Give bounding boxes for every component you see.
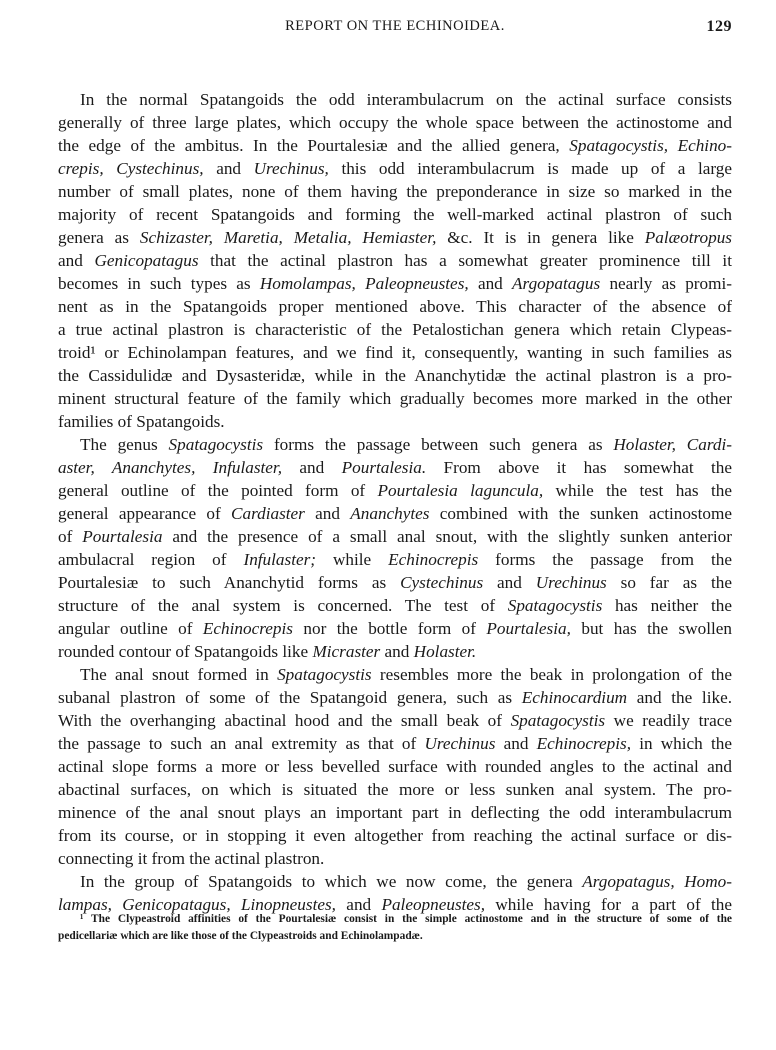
text-line <box>58 755 732 778</box>
text-line <box>58 847 732 870</box>
text-line <box>58 686 732 709</box>
text-segment: and <box>495 734 537 753</box>
text-line <box>58 594 732 617</box>
text-line <box>58 640 732 663</box>
text-segment: general outline of the pointed form of <box>58 481 378 500</box>
text-segment: this odd interambulacrum is made up of a large <box>328 159 732 178</box>
text-segment: the passage to such an anal extremity as that of <box>58 734 425 753</box>
italic-taxon: Ananchytes <box>350 504 430 523</box>
italic-taxon: Homolampas, Paleopneustes, <box>259 274 469 293</box>
text-segment: families of Spatangoids. <box>58 412 225 431</box>
text-segment: With the overhanging abactinal hood and the small beak of <box>58 711 511 730</box>
italic-taxon: Urechinus, <box>253 159 329 178</box>
text-line <box>58 295 732 318</box>
text-line <box>58 111 732 134</box>
text-segment: so far as the <box>606 573 732 592</box>
text-segment: the Cassidulidæ and Dysasteridæ, while in the Ananchytidæ the actinal plastron is a pro- <box>58 366 732 385</box>
italic-taxon: Holaster. <box>413 642 477 661</box>
italic-taxon: crepis, Cystechinus, <box>58 159 204 178</box>
text-segment: and <box>304 504 351 523</box>
text-line <box>58 318 732 341</box>
text-line <box>58 134 732 157</box>
text-line <box>58 226 732 249</box>
text-segment: abactinal surfaces, on which is situated the more or less sunken anal system. The pro- <box>58 780 732 799</box>
text-segment: the edge of the ambitus. In the Pourtalesiæ and the allied genera, <box>58 136 570 155</box>
italic-taxon: Echinocrepis, <box>536 734 631 753</box>
text-segment: troid¹ or Echinolampan features, and we find it, consequently, wanting in such families as <box>58 343 732 362</box>
text-line <box>58 341 732 364</box>
footnote <box>58 911 732 945</box>
running-title: REPORT ON THE ECHINOIDEA. <box>285 18 505 34</box>
italic-taxon: Cystechinus <box>400 573 484 592</box>
text-line <box>58 502 732 525</box>
text-line <box>58 709 732 732</box>
text-segment: and <box>380 642 414 661</box>
text-line <box>58 203 732 226</box>
italic-taxon: Echinocrepis <box>388 550 479 569</box>
text-segment: In the normal Spatangoids the odd interambulacrum on the actinal surface consists <box>80 90 732 109</box>
text-segment: and <box>58 251 95 270</box>
text-line <box>58 663 732 686</box>
text-segment: subanal plastron of some of the Spatangoid genera, such as <box>58 688 522 707</box>
text-segment: becomes in such types as <box>58 274 260 293</box>
text-line <box>58 433 732 456</box>
text-line <box>58 548 732 571</box>
italic-taxon: Pourtalesia <box>82 527 163 546</box>
text-segment: number of small plates, none of them having the preponderance in size so marked in the <box>58 182 732 201</box>
text-line <box>58 801 732 824</box>
italic-taxon: Spatagocystis <box>168 435 264 454</box>
italic-taxon: Micraster <box>312 642 381 661</box>
text-segment: actinal slope forms a more or less bevelled surface with rounded angles to the actinal and <box>58 757 732 776</box>
text-segment: minence of the anal snout plays an important part in deflecting the odd interambulacrum <box>58 803 732 822</box>
text-segment: The anal snout formed in <box>80 665 278 684</box>
text-line <box>58 180 732 203</box>
text-line <box>58 272 732 295</box>
text-segment: structure of the anal system is concerned. The test of <box>58 596 508 615</box>
running-header <box>58 18 732 40</box>
text-segment: forms the passage from the <box>478 550 732 569</box>
text-segment: while having for a part of the <box>485 895 732 914</box>
text-segment: In the group of Spatangoids to which we now come, the genera <box>80 872 583 891</box>
text-segment: and the presence of a small anal snout, with the slightly sunken anterior <box>162 527 732 546</box>
text-segment: generally of three large plates, which occupy the whole space between the actinostome and <box>58 113 732 132</box>
text-line <box>58 387 732 410</box>
italic-taxon: Urechinus <box>535 573 607 592</box>
text-segment: genera as <box>58 228 140 247</box>
italic-taxon: Infulaster; <box>243 550 317 569</box>
italic-taxon: Argopatagus, Homo- <box>582 872 732 891</box>
text-line <box>58 157 732 180</box>
italic-taxon: Spatagocystis <box>510 711 606 730</box>
text-segment: ambulacral region of <box>58 550 244 569</box>
text-segment: resembles more the beak in prolongation of the <box>371 665 732 684</box>
italic-taxon: Spatagocystis <box>507 596 603 615</box>
italic-taxon: lampas, Genicopatagus, Linopneustes, <box>58 895 336 914</box>
text-segment: and <box>468 274 513 293</box>
text-segment: Pourtalesiæ to such Ananchytid forms as <box>58 573 401 592</box>
italic-taxon: Palæotropus <box>644 228 732 247</box>
text-segment: and the like. <box>627 688 732 707</box>
text-segment: has neither the <box>602 596 732 615</box>
text-segment: combined with the sunken actinostome <box>429 504 732 523</box>
text-segment: &c. It is in genera like <box>436 228 645 247</box>
text-segment: From above it has somewhat the <box>426 458 732 477</box>
text-line <box>58 824 732 847</box>
footnote-line: pedicellariæ which are like those of the Clypeastroids and Echinolampadæ. <box>58 930 423 942</box>
text-segment: and <box>483 573 536 592</box>
text-segment: connecting it from the actinal plastron. <box>58 849 325 868</box>
italic-taxon: Echinocrepis <box>202 619 293 638</box>
text-segment: that the actinal plastron has a somewhat greater prominence till it <box>198 251 732 270</box>
text-segment: forms the passage between such genera as <box>263 435 614 454</box>
text-line <box>58 410 732 433</box>
italic-taxon: aster, Ananchytes, Infulaster, <box>58 458 283 477</box>
italic-taxon: Spatagocystis <box>277 665 372 684</box>
page-number: 129 <box>706 18 732 35</box>
text-segment: general appearance of <box>58 504 232 523</box>
footnote-line: ¹ The Clypeastroid affinities of the Pourtalesiæ consist in the simple actinostome and in the structure of some of the <box>80 913 732 925</box>
text-segment: we readily trace <box>605 711 732 730</box>
text-segment: but has the swollen <box>570 619 733 638</box>
text-segment: nor the bottle form of <box>292 619 487 638</box>
text-segment: The genus <box>80 435 169 454</box>
text-segment: while the test has the <box>543 481 732 500</box>
text-segment: nearly as promi- <box>600 274 732 293</box>
text-segment: from its course, or in stopping it even altogether from reaching the actinal surface or dis- <box>58 826 732 845</box>
text-segment: a true actinal plastron is characteristic of the Petalostichan genera which retain Clypeas- <box>58 320 732 339</box>
text-segment: in which the <box>631 734 732 753</box>
text-line <box>58 88 732 111</box>
italic-taxon: Genicopatagus <box>94 251 199 270</box>
text-line <box>58 525 732 548</box>
text-line <box>58 364 732 387</box>
text-line <box>58 617 732 640</box>
italic-taxon: Urechinus <box>424 734 496 753</box>
text-line <box>58 778 732 801</box>
italic-taxon: Schizaster, Maretia, Metalia, Hemiaster, <box>139 228 437 247</box>
text-segment: of <box>58 527 83 546</box>
text-line <box>58 456 732 479</box>
text-segment: nent as in the Spatangoids proper mentioned above. This character of the absence of <box>58 297 732 316</box>
text-segment: minent structural feature of the family which gradually becomes more marked in the other <box>58 389 732 408</box>
text-segment: majority of recent Spatangoids and forming the well-marked actinal plastron of such <box>58 205 732 224</box>
text-line <box>58 249 732 272</box>
text-segment: rounded contour of Spatangoids like <box>58 642 313 661</box>
text-line <box>58 870 732 893</box>
text-segment: angular outline of <box>58 619 203 638</box>
italic-taxon: Pourtalesia. <box>341 458 427 477</box>
italic-taxon: Cardiaster <box>231 504 305 523</box>
text-line <box>58 479 732 502</box>
italic-taxon: Paleopneustes, <box>381 895 486 914</box>
text-segment: and <box>335 895 382 914</box>
text-segment: and <box>282 458 342 477</box>
italic-taxon: Argopatagus <box>512 274 601 293</box>
text-line <box>58 571 732 594</box>
italic-taxon: Spatagocystis, Echino- <box>569 136 732 155</box>
text-line <box>58 732 732 755</box>
body-text <box>58 88 732 916</box>
text-segment: while <box>316 550 389 569</box>
italic-taxon: Holaster, Cardi- <box>613 435 732 454</box>
italic-taxon: Pourtalesia laguncula, <box>377 481 544 500</box>
italic-taxon: Echinocardium <box>521 688 628 707</box>
italic-taxon: Pourtalesia, <box>486 619 571 638</box>
text-segment: and <box>203 159 254 178</box>
